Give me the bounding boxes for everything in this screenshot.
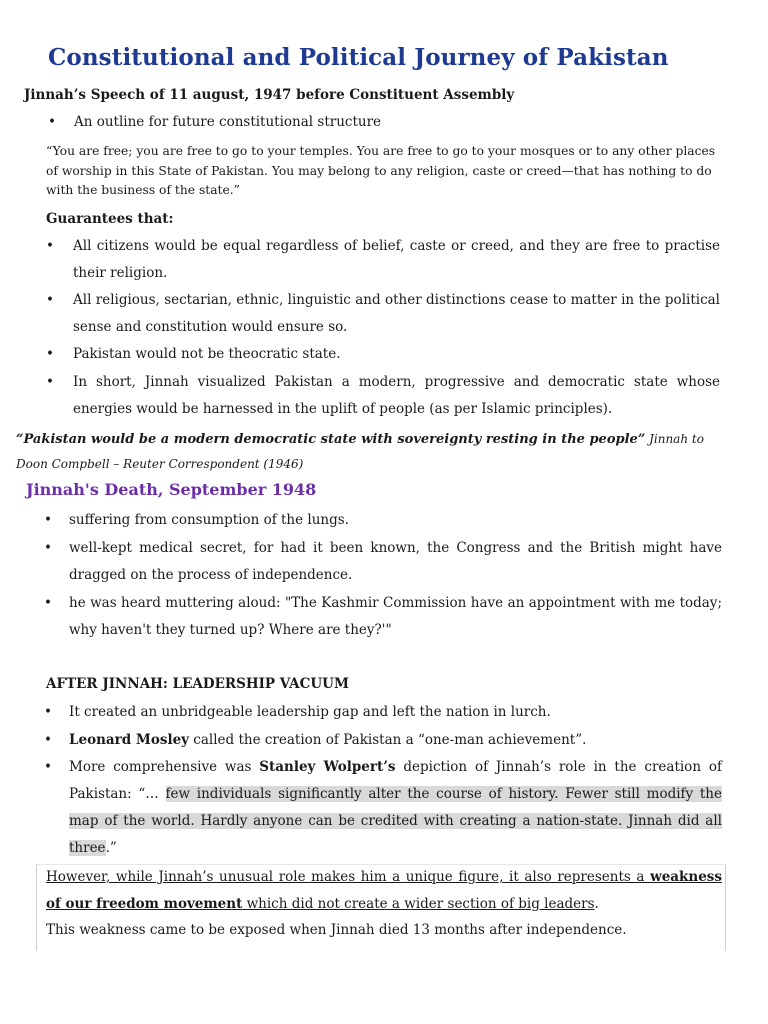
vacuum-item: [44, 727, 722, 754]
guarantee-item: [46, 287, 720, 341]
bullet-dot: •: [46, 292, 54, 308]
guarantee-text: Pakistan would not be theocratic state.: [73, 346, 341, 362]
wolpert-pre: More comprehensive was: [69, 759, 260, 775]
vacuum-text: [69, 727, 722, 754]
guarantee-text: In short, Jinnah visualized Pakistan a modern, progressive and democratic state whose energies would be harnessed in the uplift of people (as per Islamic principles).: [73, 374, 720, 417]
bullet-dot: •: [44, 704, 52, 720]
page-title: Constitutional and Political Journey of Pakistan: [48, 44, 669, 71]
vacuum-item: [44, 754, 722, 862]
outline-bullet-text: An outline for future constitutional structure: [74, 114, 382, 130]
vacuum-text: [69, 754, 722, 862]
bullet-dot: •: [46, 346, 54, 362]
guarantee-item: [46, 369, 720, 423]
highlighted-quote: few individuals significantly alter the course of history. Fewer still modify the map of the world. Hardly anyone can be credited with creating a nation-state. Jinnah did all three: [69, 786, 722, 856]
pakistan-quote: [16, 427, 726, 477]
bullet-dot: •: [44, 732, 52, 748]
weakness-phrase: weakness of our freedom movement: [46, 869, 722, 912]
guarantees-heading: Guarantees that:: [46, 211, 174, 227]
death-heading: Jinnah's Death, September 1948: [26, 480, 317, 499]
conclusion-line1-end: .: [594, 896, 599, 912]
bullet-dot: •: [44, 540, 52, 556]
speech-heading: Jinnah’s Speech of 11 august, 1947 before Constituent Assembly: [24, 87, 515, 103]
wolpert-mid: depiction of Jinnah’s role in the creation of Pakistan: “…: [69, 759, 722, 802]
conclusion-line1-pre: However, while Jinnah’s unusual role makes him a unique figure, it also represents a: [46, 869, 651, 885]
bullet-dot: •: [48, 114, 56, 130]
guarantee-text: All religious, sectarian, ethnic, linguistic and other distinctions cease to matter in the political sense and constitution would ensure so.: [73, 292, 720, 335]
guarantee-item: [46, 341, 720, 368]
pakistan-quote-attribution: Jinnah to Doon Compbell – Reuter Correspondent (1946): [16, 432, 704, 471]
outline-bullet: [48, 109, 728, 136]
stanley-wolpert-name: Stanley Wolpert’s: [259, 759, 396, 775]
mosley-text: called the creation of Pakistan a “one-man achievement”.: [189, 732, 587, 748]
guarantee-item: [46, 233, 720, 287]
bullet-dot: •: [44, 595, 52, 611]
death-text: well-kept medical secret, for had it been known, the Congress and the British might have dragged on the process of independence.: [69, 540, 722, 583]
bullet-dot: •: [46, 374, 54, 390]
death-item: [44, 590, 722, 644]
bullet-dot: •: [46, 238, 54, 254]
conclusion-line1-post: which did not create a wider section of big leaders: [242, 896, 595, 912]
conclusion-line2: This weakness came to be exposed when Jinnah died 13 months after independence.: [46, 922, 627, 938]
conclusion-text: [46, 864, 722, 918]
death-text: suffering from consumption of the lungs.: [69, 512, 349, 528]
speech-quote: “You are free; you are free to go to your temples. You are free to go to your mosques or to any other places of worship in this State of Pakistan. You may belong to any religion, caste or creed—that has nothing to do with the business of the state.”: [46, 144, 716, 197]
death-item: [44, 507, 722, 534]
vacuum-item: [44, 699, 722, 726]
vacuum-heading: AFTER JINNAH: LEADERSHIP VACUUM: [46, 676, 349, 692]
death-text: he was heard muttering aloud: "The Kashmir Commission have an appointment with me today; why haven't they turned up? Where are they?'": [69, 595, 722, 638]
leonard-mosley-name: Leonard Mosley: [69, 732, 190, 748]
bullet-dot: •: [44, 759, 52, 775]
bullet-dot: •: [44, 512, 52, 528]
pakistan-quote-text: “Pakistan would be a modern democratic state with sovereignty resting in the people”: [16, 432, 646, 447]
death-item: [44, 535, 722, 589]
vacuum-text: It created an unbridgeable leadership gap and left the nation in lurch.: [69, 704, 551, 720]
guarantee-text: All citizens would be equal regardless of belief, caste or creed, and they are free to practise their religion.: [73, 238, 720, 281]
wolpert-end: .”: [105, 840, 117, 856]
